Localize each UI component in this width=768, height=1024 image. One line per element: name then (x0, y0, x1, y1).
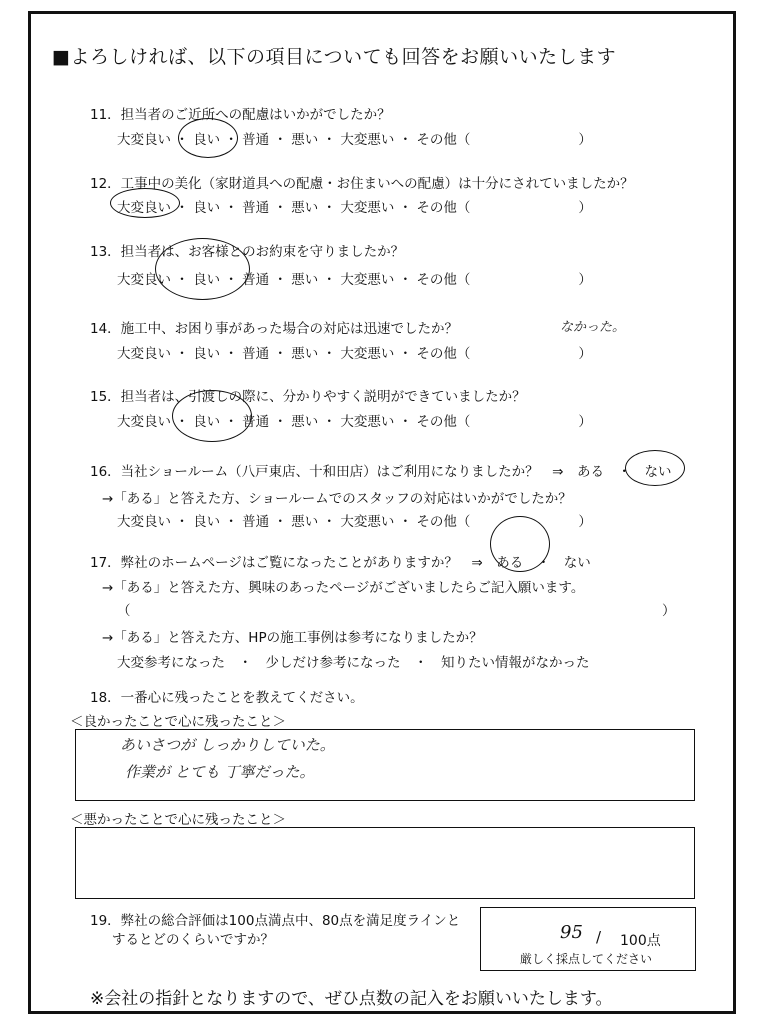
question-17: 17．弊社のホームページはご覧になったことがありますか？ ⇒ ある ・ ない (90, 555, 591, 571)
bad-answer-box (75, 827, 695, 899)
page-title: ■よろしければ、以下の項目についても回答をお願いいたします (52, 46, 617, 68)
paren-open: （ (117, 603, 131, 619)
answer-circle-11 (178, 118, 238, 158)
answer-circle-16 (625, 450, 685, 486)
good-answer-line-2: 作業が とても 丁寧だった。 (125, 763, 315, 781)
score-max: 100点 (620, 933, 661, 949)
question-19-line-2: するとどのくらいですか？ (112, 932, 274, 948)
question-16: 16．当社ショールーム（八戸東店、十和田店）はご利用になりましたか？ ⇒ ある ・ ない (90, 464, 672, 480)
options-14: 大変良い ・ 良い ・ 普通 ・ 悪い ・ 大変悪い ・ その他（ ） (117, 346, 592, 362)
answer-circle-15 (172, 390, 252, 442)
question-17-sub2: →「ある」と答えた方、HPの施工事例は参考になりましたか？ (102, 630, 483, 646)
options-15: 大変良い ・ 良い ・ 普通 ・ 悪い ・ 大変悪い ・ その他（ ） (117, 414, 592, 430)
question-16-sub: →「ある」と答えた方、ショールームでのスタッフの対応はいかがでしたか？ (102, 491, 572, 507)
answer-circle-17 (490, 516, 550, 572)
question-17-sub1: →「ある」と答えた方、興味のあったページがございましたらご記入願います。 (102, 580, 585, 596)
question-13: 13．担当者は、お客様とのお約束を守りましたか？ (90, 244, 405, 260)
question-19-line-1: 19．弊社の総合評価は100点満点中、80点を満足度ラインと (90, 913, 461, 929)
options-17: 大変参考になった ・ 少しだけ参考になった ・ 知りたい情報がなかった (117, 655, 590, 671)
bad-label: ＜悪かったことで心に残ったこと＞ (70, 812, 286, 828)
question-18: 18．一番心に残ったことを教えてください。 (90, 690, 364, 706)
question-15: 15．担当者は、引渡しの際に、分かりやすく説明ができていましたか？ (90, 389, 526, 405)
question-14: 14．施工中、お困り事があった場合の対応は迅速でしたか？ (90, 321, 459, 337)
footer-note: ※会社の指針となりますので、ぜひ点数の記入をお願いいたします。 (90, 989, 613, 1009)
score-slash: / (596, 928, 602, 946)
good-label: ＜良かったことで心に残ったこと＞ (70, 714, 286, 730)
paren-close: ） (662, 603, 676, 619)
score-note: 厳しく採点してください (520, 952, 653, 966)
options-12: 大変良い ・ 良い ・ 普通 ・ 悪い ・ 大変悪い ・ その他（ ） (117, 200, 592, 216)
answer-circle-12 (110, 188, 180, 218)
score-value: 95 (560, 922, 583, 943)
answer-circle-13 (155, 238, 250, 300)
options-13: 大変良い ・ 良い ・ 普通 ・ 悪い ・ 大変悪い ・ その他（ ） (117, 272, 592, 288)
question-12: 12．工事中の美化（家財道具への配慮・お住まいへの配慮）は十分にされていましたか？ (90, 176, 634, 192)
good-answer-line-1: あいさつが しっかりしていた。 (120, 736, 335, 754)
question-11: 11．担当者のご近所への配慮はいかがでしたか？ (90, 107, 391, 123)
options-16: 大変良い ・ 良い ・ 普通 ・ 悪い ・ 大変悪い ・ その他（ ） (117, 514, 592, 530)
handwritten-note-14: なかった。 (560, 320, 626, 335)
options-11: 大変良い ・ 良い ・ 普通 ・ 悪い ・ 大変悪い ・ その他（ ） (117, 132, 592, 148)
